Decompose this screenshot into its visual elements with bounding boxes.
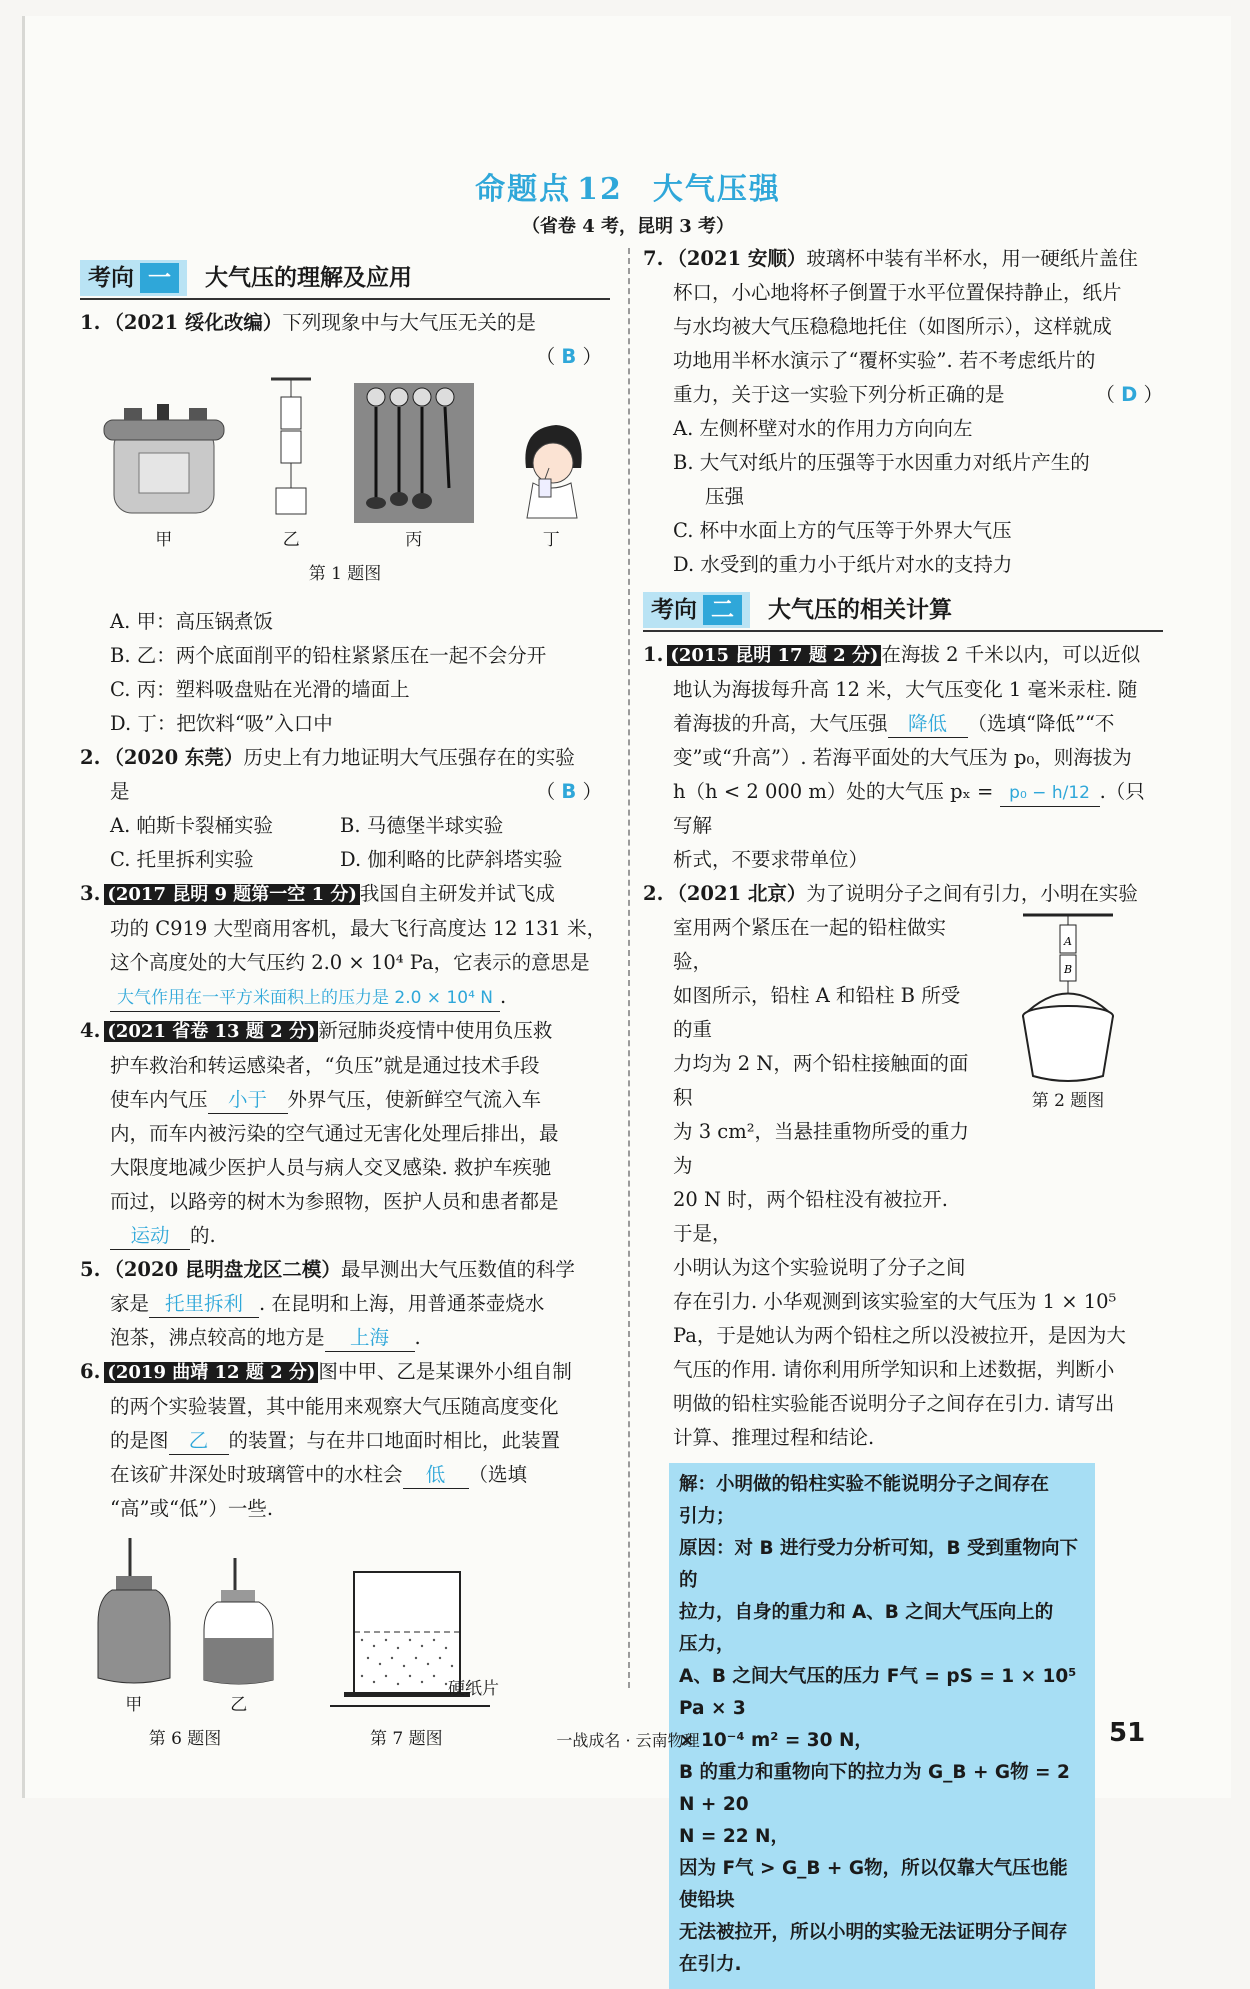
question-text: 计算、推理过程和结论. (673, 1426, 875, 1449)
question-text (80, 1219, 610, 1253)
solution-line: 解：小明做的铅柱实验不能说明分子之间存在 (679, 1474, 1050, 1495)
fill-blank-answer: 运动 (110, 1223, 190, 1250)
question-source: (2021 省卷 13 题 2 分) (104, 1021, 318, 1042)
question-text (643, 707, 1163, 741)
figure-caption: 第 2 题图 (1031, 1091, 1105, 1111)
solution-line: N = 22 N， (679, 1826, 790, 1847)
section-1-title: 大气压的理解及应用 (205, 265, 412, 291)
figure-6 (80, 1538, 290, 1756)
question-text: 图中甲、乙是某课外小组自制 (318, 1360, 572, 1383)
fill-blank-answer: 小于 (208, 1087, 288, 1114)
fill-blank-answer: 托里拆利 (149, 1291, 259, 1318)
figure-bing (354, 383, 474, 557)
question-number: 2. (643, 882, 664, 905)
figure-yi (266, 373, 316, 557)
question-text: 玻璃杯中装有半杯水，用一硬纸片盖住 (806, 247, 1138, 270)
figure-caption: 第 7 题图 (370, 1729, 443, 1749)
page-subtitle: （省卷 4 考，昆明 3 考） (521, 216, 735, 237)
question-text: 护车救治和转运感染者，“负压”就是通过技术手段 (110, 1054, 540, 1077)
q1-figure (80, 392, 610, 557)
title-prefix: 命题点 (475, 172, 572, 207)
bottle-jia (94, 1538, 174, 1722)
question-source: （2021 安顺） (667, 247, 807, 270)
text-segment: 在该矿井深处时玻璃管中的水柱会 (110, 1463, 403, 1486)
fill-blank-answer: 大气作用在一平方米面积上的压力是 2.0 × 10⁴ N (110, 985, 500, 1012)
calc-question-2-body (643, 911, 1163, 1285)
question-text: 这个高度处的大气压约 2.0 × 10⁴ Pa，它表示的意思是 (110, 951, 590, 974)
question-3-answer-line (80, 980, 610, 1014)
option-d: D. 伽利略的比萨斜塔实验 (340, 848, 563, 871)
question-text: 为 3 cm²，当悬挂重物所受的重力为 (673, 1120, 970, 1177)
question-text: 杯口，小心地将杯子倒置于水平位置保持静止，纸片 (673, 281, 1122, 304)
text-segment: 着海拔的升高，大气压强 (673, 712, 888, 735)
question-text: 在海拔 2 千米以内，可以近似 (881, 643, 1141, 666)
question-source: （2021 绥化改编） (104, 311, 283, 334)
pressure-cooker-icon (99, 398, 229, 523)
question-number: 4. (80, 1019, 101, 1042)
label-a: A (1064, 935, 1072, 948)
calc-question-1 (643, 638, 1163, 673)
option-b: B. 大气对纸片的压强等于水因重力对纸片产生的 (673, 451, 1090, 474)
text-segment: 的. (190, 1224, 216, 1247)
question-number: 5. (80, 1258, 101, 1281)
answer-choice: B (561, 780, 577, 803)
lead-cylinders-icon (266, 373, 316, 523)
question-text: 如图所示，铅柱 A 和铅柱 B 所受的重 (673, 984, 961, 1041)
text-segment: （选填 (468, 1463, 528, 1486)
question-text: 力均为 2 N，两个铅柱接触面的面积 (673, 1052, 969, 1109)
question-source: （2020 东莞） (104, 746, 244, 769)
question-number: 2. (80, 746, 101, 769)
answer-paren: （ B ） (535, 780, 602, 803)
question-number: 3. (80, 882, 101, 905)
figure-label: 甲 (155, 530, 173, 550)
option-a: A. 甲：高压锅煮饭 (110, 610, 273, 633)
question-source: (2019 曲靖 12 题 2 分) (104, 1362, 318, 1383)
answer-choice: D (1121, 383, 1138, 406)
punctuation: . (500, 985, 507, 1008)
figure-label: 丙 (405, 530, 423, 550)
question-text: 小明认为这个实验说明了分子之间 (673, 1256, 966, 1279)
solution-line: 在引力. (679, 1954, 742, 1975)
figure-jia (99, 398, 229, 557)
figures-6-7 (80, 1538, 610, 1756)
label-b: B (1064, 963, 1073, 976)
text-segment: 重力，关于这一实验下列分析正确的是 (673, 383, 1005, 406)
option-c: C. 丙：塑料吸盘贴在光滑的墙面上 (110, 678, 410, 701)
question-text: 变”或“升高”）. 若海平面处的大气压为 p₀，则海拔为 (673, 746, 1132, 769)
question-source: （2021 北京） (667, 882, 807, 905)
bottle-icon (94, 1538, 174, 1688)
question-text: 新冠肺炎疫情中使用负压救 (318, 1019, 553, 1042)
section-tag-number: 二 (703, 595, 742, 625)
question-number: 1. (80, 311, 101, 334)
solution-line: 压力， (679, 1634, 735, 1655)
text-segment: （选填“降低”“不 (967, 712, 1115, 735)
question-text: 气压的作用. 请你利用所学知识和上述数据，判断小 (673, 1358, 1115, 1381)
bottle-yi (201, 1558, 276, 1722)
question-text: 功的 C919 大型商用客机，最大飞行高度达 12 131 米， (110, 917, 607, 940)
question-1 (80, 306, 610, 340)
figure-7 (330, 1562, 610, 1756)
question-text (80, 1083, 610, 1117)
calc-question-2 (643, 877, 1163, 911)
title-topic: 大气压强 (652, 172, 781, 207)
child-drinking-icon (511, 413, 591, 523)
page-title (25, 164, 1231, 208)
question-5 (80, 1253, 610, 1287)
solution-line: 拉力，自身的重力和 A、B 之间大气压向上的 (679, 1602, 1054, 1623)
spacer (80, 591, 610, 605)
figure-label: 乙 (230, 1695, 248, 1715)
answer-paren: （ D ） (1095, 383, 1163, 406)
option-a: A. 左侧杯壁对水的作用力方向向左 (673, 417, 973, 440)
question-text: 室用两个紧压在一起的铅柱做实验， (673, 916, 947, 973)
section-1-tag (80, 260, 187, 296)
question-text (80, 1287, 610, 1321)
lead-cylinder-bucket-icon (1003, 911, 1123, 1086)
question-text: 的两个实验装置，其中能用来观察大气压随高度变化 (110, 1395, 559, 1418)
question-text: “高”或“低”）一些. (110, 1497, 274, 1520)
figure-label: 甲 (125, 1695, 143, 1715)
question-text: 地认为海拔每升高 12 米，大气压变化 1 毫米汞柱. 随 (673, 678, 1138, 701)
question-text: 20 N 时，两个铅柱没有被拉开. 于是， (673, 1188, 948, 1245)
column-divider (628, 248, 630, 1688)
question-source: （2020 昆明盘龙区二模） (104, 1258, 341, 1281)
footer-title: 一战成名 · 云南物理 (556, 1731, 700, 1750)
text-segment: .（只写解 (673, 780, 1145, 837)
question-source: (2015 昆明 17 题 2 分) (667, 645, 881, 666)
figure-6-bottles (80, 1538, 290, 1722)
section-2-title: 大气压的相关计算 (768, 597, 952, 623)
solution-line: A、B 之间大气压的压力 F气 = pS = 1 × 10⁵ Pa × 3 (679, 1666, 1077, 1719)
option-c: C. 杯中水面上方的气压等于外界大气压 (673, 519, 1012, 542)
right-column (643, 242, 1163, 1989)
text-segment: 家是 (110, 1292, 150, 1315)
answer-paren: （ B ） (535, 345, 602, 368)
section-2-header (643, 590, 1163, 632)
option-a: A. 帕斯卡裂桶实验 (110, 814, 273, 837)
question-3 (80, 877, 610, 912)
figure-label: 乙 (282, 530, 300, 550)
left-column (80, 254, 610, 1756)
question-text (80, 1321, 610, 1355)
question-text: 析式，不要求带单位） (673, 848, 869, 871)
question-stem: 下列现象中与大气压无关的是 (282, 311, 536, 334)
figure-7-drawing (330, 1562, 610, 1722)
section-tag-label: 考向 (88, 264, 134, 291)
option-d: D. 丁：把饮料“吸”入口中 (110, 712, 333, 735)
text-segment: . 在昆明和上海，用普通茶壶烧水 (259, 1292, 545, 1315)
fill-blank-answer: 上海 (325, 1325, 415, 1352)
answer-choice: B (561, 345, 577, 368)
suction-cup-hooks-icon (354, 383, 474, 523)
question-stem: 历史上有力地证明大气压强存在的实验 (243, 746, 575, 769)
option-b-cont: 压强 (705, 485, 745, 508)
solution-box (669, 1463, 1095, 1989)
section-2-tag (643, 592, 750, 628)
question-2-line2 (80, 775, 610, 809)
solution-line: B 的重力和重物向下的拉力为 G_B + G物 = 2 N + 20 (679, 1762, 1070, 1815)
figure-label: 丁 (542, 530, 560, 550)
section-tag-number: 一 (140, 263, 179, 293)
question-text: 最早测出大气压数值的科学 (340, 1258, 575, 1281)
question-stem: 是 (110, 780, 130, 803)
question-text: 明做的铅柱实验能否说明分子之间存在引力. 请写出 (673, 1392, 1115, 1415)
fill-blank-answer: p₀ − h/12 (1000, 780, 1100, 807)
option-d: D. 水受到的重力小于纸片对水的支持力 (673, 553, 1013, 576)
page-number: 51 (1109, 1718, 1146, 1748)
question-text: 而过，以路旁的树木为参照物，医护人员和患者都是 (110, 1190, 559, 1213)
solution-line: × 10⁻⁴ m² = 30 N， (679, 1730, 873, 1751)
text-segment: 的是图 (110, 1429, 169, 1452)
fill-blank-answer: 乙 (169, 1428, 229, 1455)
figure-ding (511, 413, 591, 557)
bottle-icon (201, 1558, 276, 1688)
figure-label-paper: 硬纸片 (448, 1679, 499, 1699)
section-1-header (80, 258, 610, 300)
options-row-1 (80, 809, 610, 843)
question-4 (80, 1014, 610, 1049)
fill-blank-answer: 降低 (888, 711, 968, 738)
solution-line: 因为 F气 > G_B + G物，所以仅靠大气压也能使铅块 (679, 1858, 1068, 1911)
text-segment: 的装置；与在井口地面时相比，此装置 (228, 1429, 561, 1452)
question-text: 功地用半杯水演示了“覆杯实验”. 若不考虑纸片的 (673, 349, 1096, 372)
figure-caption: 第 6 题图 (148, 1729, 222, 1749)
calc-question-2-text (643, 911, 973, 1285)
title-number: 12 (577, 172, 623, 207)
option-b: B. 马德堡半球实验 (340, 814, 504, 837)
figure-caption: 第 1 题图 (308, 564, 382, 584)
question-text (643, 378, 1163, 412)
text-segment: 泡茶，沸点较高的地方是 (110, 1326, 325, 1349)
solution-line: 原因：对 B 进行受力分析可知，B 受到重物向下的 (679, 1538, 1079, 1591)
fill-blank-answer: 低 (403, 1462, 469, 1489)
section-tag-label: 考向 (651, 596, 697, 623)
solution-line: 引力； (679, 1506, 735, 1527)
question-text: 存在引力. 小华观测到该实验室的大气压为 1 × 10⁵ (673, 1290, 1117, 1313)
page (22, 16, 1231, 1975)
text-segment: . (414, 1326, 421, 1349)
question-text: 与水均被大气压稳稳地托住（如图所示），这样就成 (673, 315, 1112, 338)
question-number: 6. (80, 1360, 101, 1383)
question-text: Pa，于是她认为两个铅柱之所以没被拉开，是因为大 (673, 1324, 1126, 1347)
question-text: 我国自主研发并试飞成 (359, 882, 555, 905)
question-7 (643, 242, 1163, 276)
option-b: B. 乙：两个底面削平的铅柱紧紧压在一起不会分开 (110, 644, 547, 667)
text-segment: h（h < 2 000 m）处的大气压 pₓ = (673, 780, 994, 803)
text-segment: 外界气压，使新鲜空气流入车 (287, 1088, 542, 1111)
options-row-2 (80, 843, 610, 877)
question-text (80, 1458, 610, 1492)
question-2 (80, 741, 610, 775)
question-text: 内，而车内被污染的空气通过无害化处理后排出，最 (110, 1122, 559, 1145)
calc-question-2-figure (973, 911, 1163, 1285)
question-number: 7. (643, 247, 664, 270)
text-segment: 使车内气压 (110, 1088, 208, 1111)
question-text: 大限度地减少医护人员与病人交叉感染. 救护车疾驰 (110, 1156, 552, 1179)
solution-line: 无法被拉开，所以小明的实验无法证明分子间存 (679, 1922, 1068, 1943)
question-text (80, 1424, 610, 1458)
question-text: 为了说明分子之间有引力，小明在实验 (806, 882, 1138, 905)
question-source: (2017 昆明 9 题第一空 1 分) (104, 884, 360, 905)
option-c: C. 托里拆利实验 (110, 848, 254, 871)
question-number: 1. (643, 643, 664, 666)
question-text (643, 775, 1163, 843)
question-6 (80, 1355, 610, 1390)
